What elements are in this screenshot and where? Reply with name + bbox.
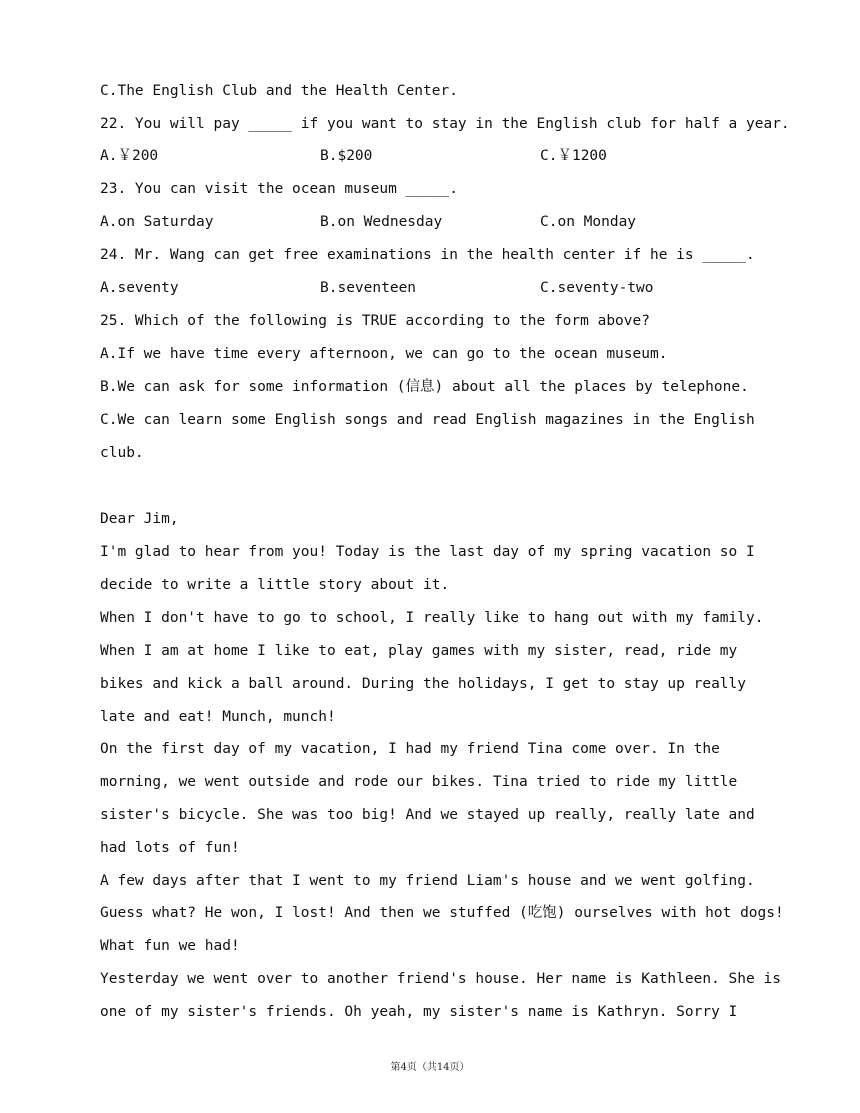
q25-option-a: A.If we have time every afternoon, we can go to the ocean museum.	[100, 346, 668, 362]
q25-option-c-line1: C.We can learn some English songs and read English magazines in the English	[100, 412, 755, 428]
letter-line: On the first day of my vacation, I had my friend Tina come over. In the	[100, 741, 720, 757]
letter-line: morning, we went outside and rode our bikes. Tina tried to ride my little	[100, 774, 738, 790]
letter-line: When I don't have to go to school, I really like to hang out with my family.	[100, 610, 764, 626]
q22-option-c: C.￥1200	[540, 148, 607, 164]
q25-stem: 25. Which of the following is TRUE according to the form above?	[100, 313, 650, 329]
q23-option-c: C.on Monday	[540, 214, 637, 230]
letter-line: I'm glad to hear from you! Today is the last day of my spring vacation so I	[100, 544, 755, 560]
letter-line: one of my sister's friends. Oh yeah, my sister's name is Kathryn. Sorry I	[100, 1004, 738, 1020]
q23-option-a: A.on Saturday	[100, 214, 214, 230]
letter-line: When I am at home I like to eat, play games with my sister, read, ride my	[100, 643, 738, 659]
q22-option-a: A.￥200	[100, 148, 159, 164]
letter-line: had lots of fun!	[100, 840, 240, 856]
letter-line: bikes and kick a ball around. During the holidays, I get to stay up really	[100, 676, 747, 692]
q24-option-c: C.seventy-two	[540, 280, 654, 296]
q25-option-b: B.We can ask for some information (信息) about all the places by telephone.	[100, 379, 749, 395]
q24-option-b: B.seventeen	[320, 280, 417, 296]
letter-line: Yesterday we went over to another friend's house. Her name is Kathleen. She is	[100, 971, 781, 987]
q22-stem: 22. You will pay _____ if you want to stay in the English club for half a year.	[100, 116, 790, 132]
q22-option-b: B.$200	[320, 148, 373, 164]
letter-line: sister's bicycle. She was too big! And we stayed up really, really late and	[100, 807, 755, 823]
letter-line: A few days after that I went to my friend Liam's house and we went golfing.	[100, 873, 755, 889]
letter-line: Dear Jim,	[100, 511, 179, 527]
q24-option-a: A.seventy	[100, 280, 179, 296]
q21-option-c: C.The English Club and the Health Center.	[100, 83, 458, 99]
q23-option-b: B.on Wednesday	[320, 214, 443, 230]
letter-line: What fun we had!	[100, 938, 240, 954]
page-number-footer: 第4页（共14页）	[390, 1062, 470, 1073]
letter-line: Guess what? He won, I lost! And then we stuffed (吃饱) ourselves with hot dogs!	[100, 905, 784, 921]
letter-line: decide to write a little story about it.	[100, 577, 450, 593]
letter-line: late and eat! Munch, munch!	[100, 709, 336, 725]
q23-stem: 23. You can visit the ocean museum _____.	[100, 181, 458, 197]
q25-option-c-line2: club.	[100, 445, 144, 461]
q24-stem: 24. Mr. Wang can get free examinations in the health center if he is _____.	[100, 247, 755, 263]
